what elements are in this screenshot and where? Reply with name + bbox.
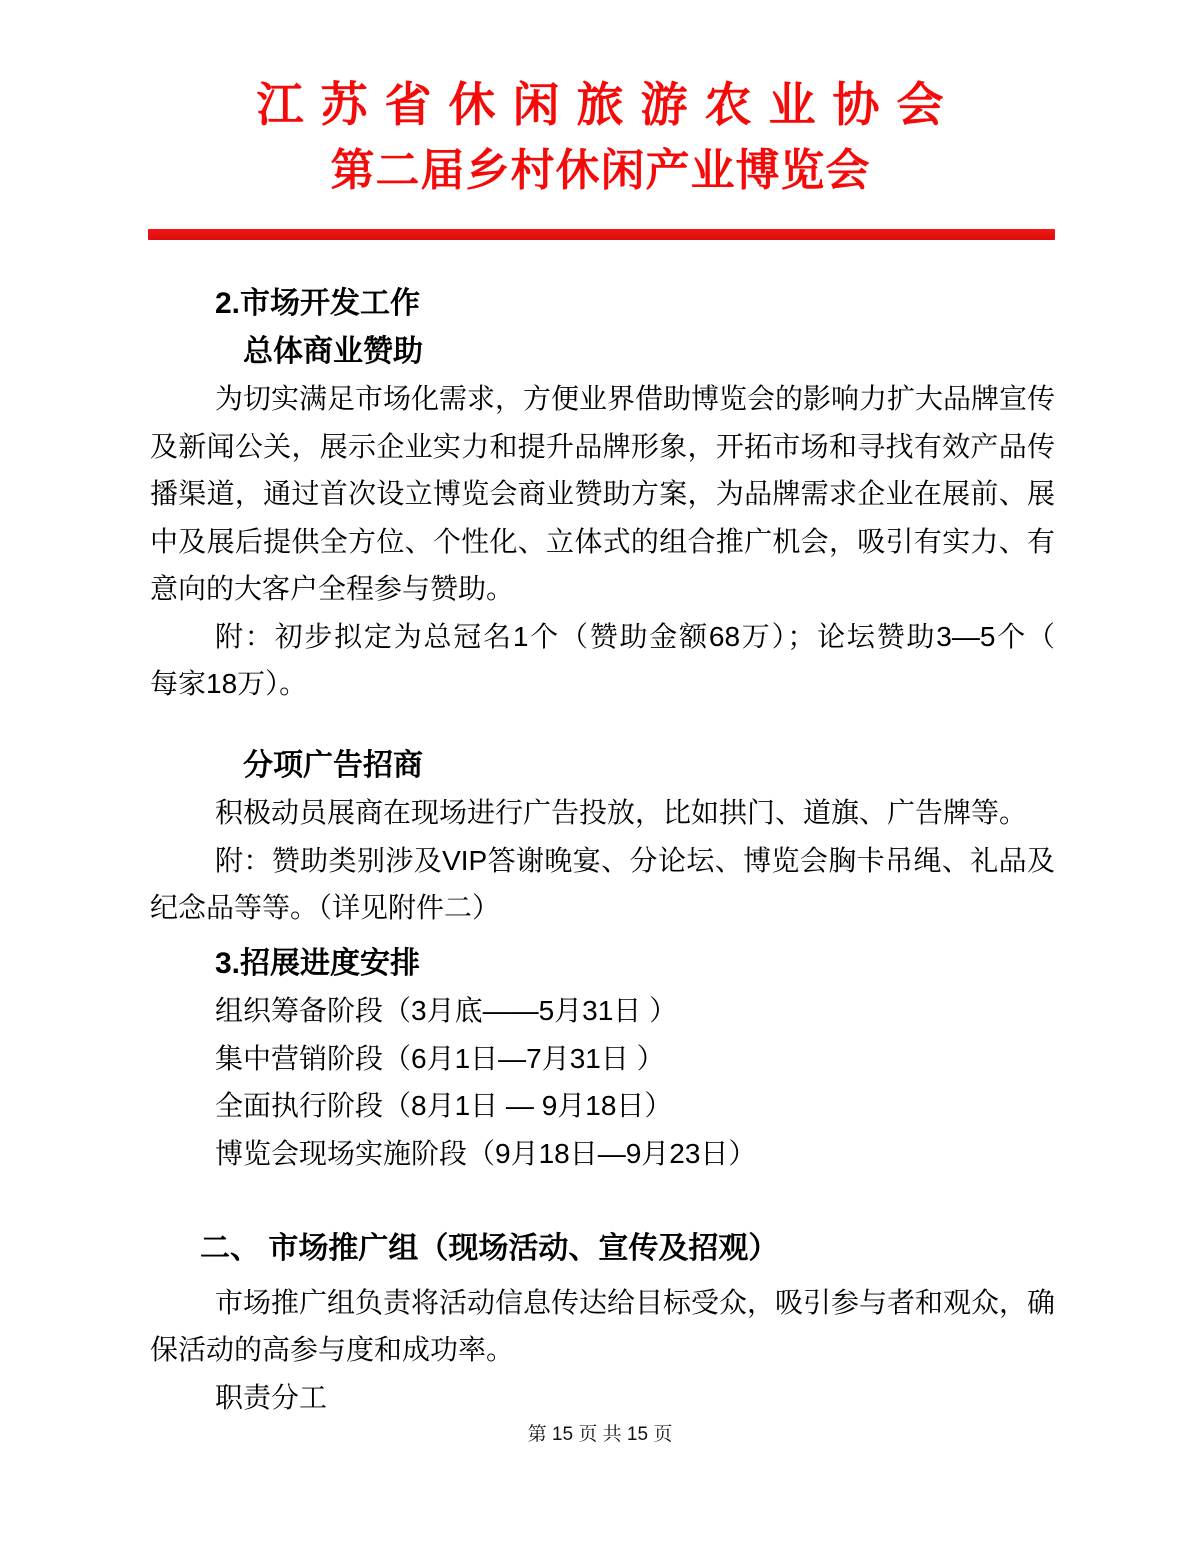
para-itemized-ads <box>150 789 1055 837</box>
para-sponsor-categories-line: 纪念品等等。（详见附件二） <box>150 892 501 923</box>
para-itemized-ads-line: 积极动员展商在现场进行广告投放，比如拱门、道旗、广告牌等。 <box>215 797 1028 828</box>
para-sponsor-categories <box>150 837 1055 932</box>
para-overall-sponsorship-line: 中及展后提供全方位、个性化、立体式的组合推广机会，吸引有实力、有 <box>150 525 1055 557</box>
para-overall-sponsorship <box>150 375 1055 613</box>
schedule-stage-2-line: 集中营销阶段（6月1日—7月31日 ） <box>215 1042 665 1074</box>
schedule-stage-1-line: 组织筹备阶段（3月底——5月31日 ） <box>215 995 678 1026</box>
schedule-stage-1 <box>150 987 1055 1035</box>
para-marketing-group <box>150 1279 1055 1374</box>
page-number-footer: 第 15 页 共 15 页 <box>527 1424 673 1445</box>
para-sponsorship-amounts-line: 每家18万）。 <box>150 668 308 699</box>
schedule-stage-4-line: 博览会现场实施阶段（9月18日—9月23日） <box>215 1137 757 1169</box>
document-title-line-2: 第二届乡村休闲产业博览会 <box>330 146 871 195</box>
para-duty-division-line: 职责分工 <box>215 1381 328 1413</box>
heading-exhibition-schedule: 3.招展进度安排 <box>215 946 421 980</box>
schedule-stage-3-line: 全面执行阶段（8月1日 — 9月18日） <box>215 1090 673 1121</box>
heading-market-development: 2.市场开发工作 <box>215 287 421 320</box>
para-sponsor-categories-line: 附：赞助类别涉及VIP答谢晚宴、分论坛、博览会胸卡吊绳、礼品及 <box>215 844 1055 876</box>
schedule-stage-2 <box>150 1035 1055 1083</box>
heading-overall-sponsorship: 总体商业赞助 <box>243 334 423 368</box>
document-body <box>150 280 1055 1421</box>
para-duty-division <box>150 1374 1055 1422</box>
para-overall-sponsorship-line: 播渠道，通过首次设立博览会商业赞助方案，为品牌需求企业在展前、展 <box>150 478 1055 509</box>
para-overall-sponsorship-line: 为切实满足市场化需求，方便业界借助博览会的影响力扩大品牌宣传 <box>215 383 1056 414</box>
para-marketing-group-line: 市场推广组负责将活动信息传达给目标受众，吸引参与者和观众，确 <box>215 1286 1056 1318</box>
para-overall-sponsorship-line: 及新闻公关，展示企业实力和提升品牌形象，开拓市场和寻找有效产品传 <box>150 430 1055 462</box>
para-marketing-group-line: 保活动的高参与度和成功率。 <box>150 1334 515 1365</box>
para-sponsorship-amounts <box>150 613 1055 708</box>
red-divider-rule <box>148 229 1055 240</box>
schedule-stage-4 <box>150 1130 1055 1178</box>
schedule-stage-3 <box>150 1082 1055 1130</box>
heading-itemized-ads: 分项广告招商 <box>243 748 423 782</box>
document-title-block <box>0 76 1200 196</box>
document-title-line-1: 江苏省休闲旅游农业协会 <box>256 78 961 131</box>
para-sponsorship-amounts-line: 附：初步拟定为总冠名1个（赞助金额68万）；论坛赞助3—5个（ <box>215 620 1055 652</box>
heading-marketing-group: 二、 市场推广组（现场活动、宣传及招观） <box>200 1232 779 1265</box>
para-overall-sponsorship-line: 意向的大客户全程参与赞助。 <box>150 573 515 604</box>
